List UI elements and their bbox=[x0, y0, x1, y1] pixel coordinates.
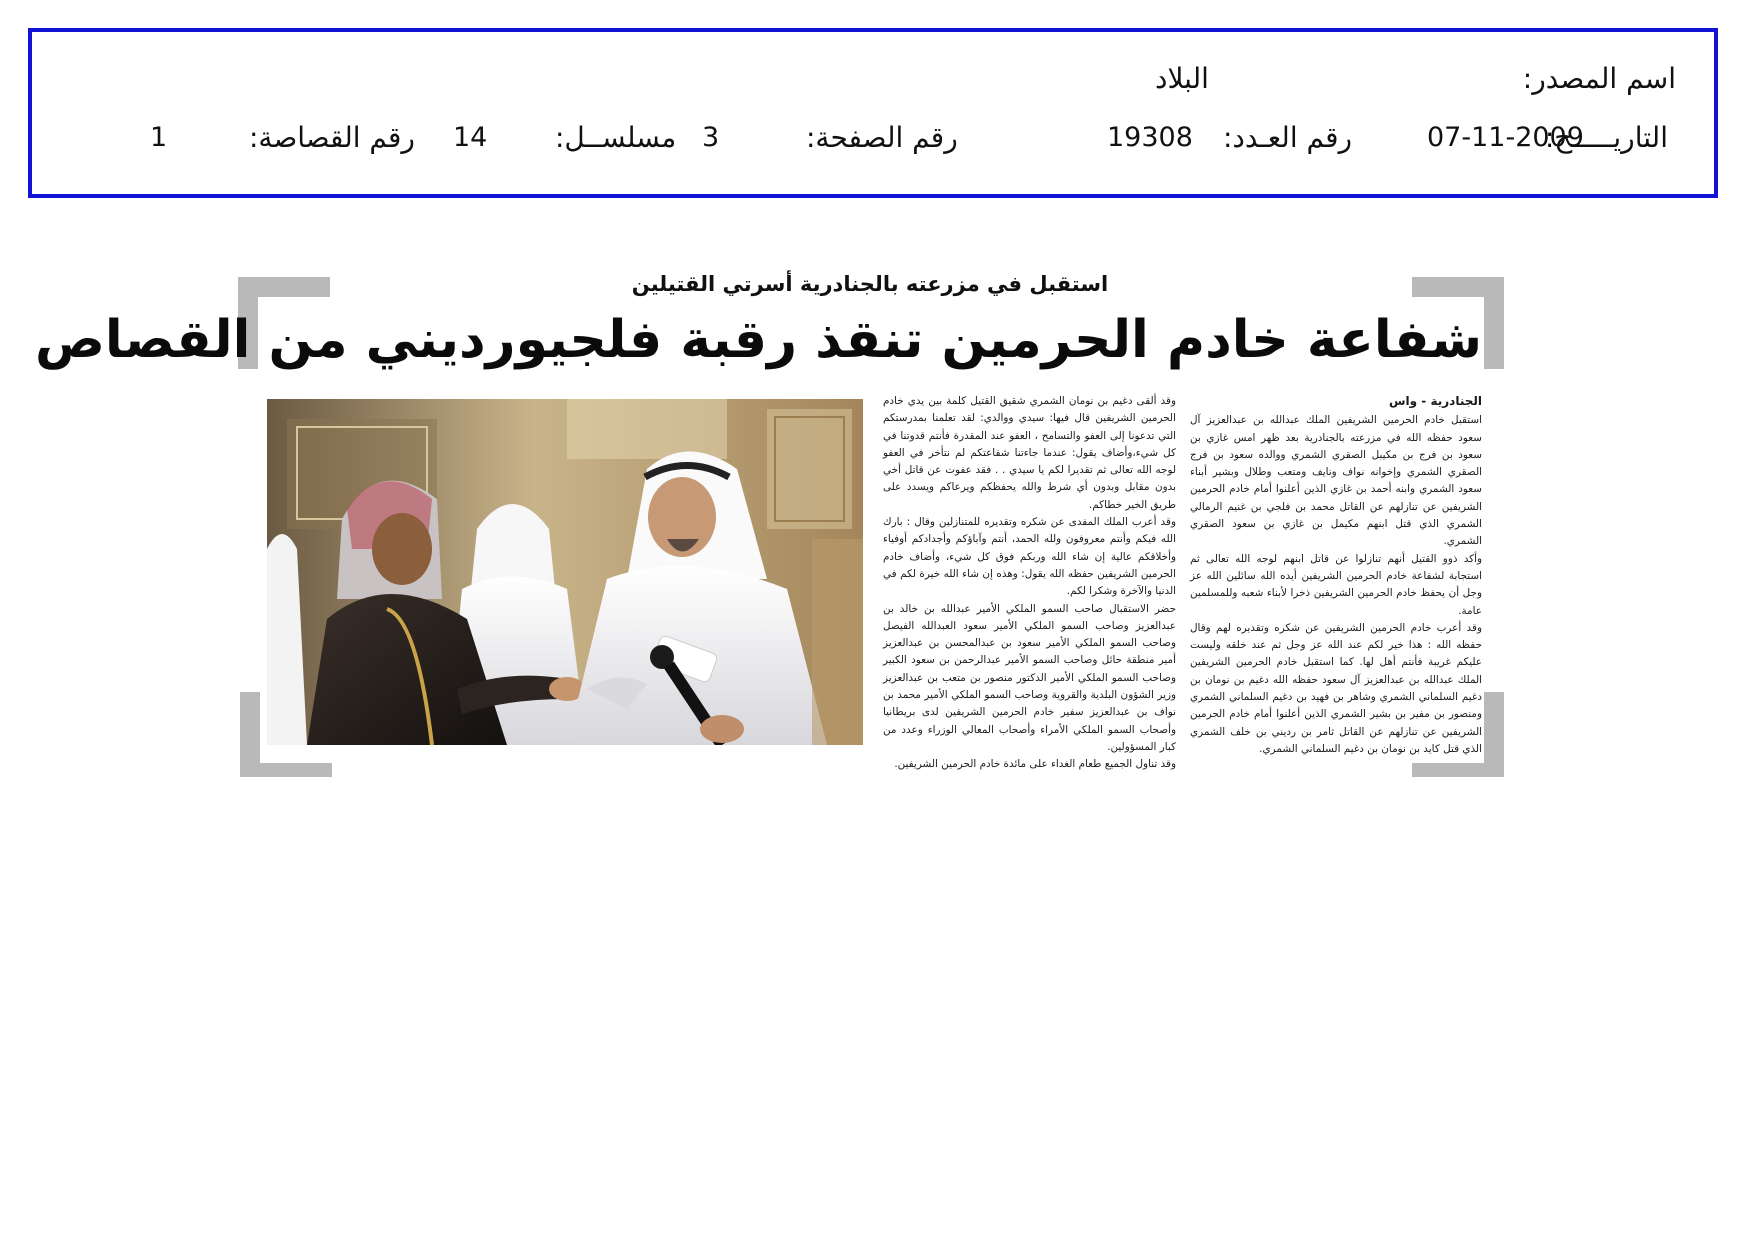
article-paragraph: وقد أعرب خادم الحرمين الشريفين عن شكره وتقديره لهم وقال حفظه الله : هذا خير لكم عند الله عز وجل ثم عند خلقه وليست عليكم غريبة فأنتم أهل لها. كما استقبل خادم الحرمين الشريفين الملك عبدالله بن عبدالعزيز آل سعود حفظه الله دغيم بن نومان بن دغيم السلماني الشمري وشاهر بن فهيد بن دغيم السلماني الشمري ومنصور بن مفير بن بشير الشمري الذين أعلنوا أمام خادم الحرمين الشريفين عن تنازلهم عن القاتل ثامر بن رديني بن خلف الشمري الذي قتل كايد بن نومان بن دغيم السلماني الشمري. bbox=[1190, 621, 1482, 755]
article-kicker: استقبل في مزرعته بالجنادرية أسرتي القتيلين bbox=[631, 272, 1109, 296]
photo-illustration bbox=[267, 399, 863, 745]
page-value: 3 bbox=[702, 122, 720, 153]
article-paragraph: وأكد ذوو القتيل أنهم تنازلوا عن قاتل ابنهم لوجه الله تعالى ثم استجابة لشفاعة خادم الحرمين الشريفين أيده الله سائلين الله عز وجل أن يحفظ خادم الحرمين الشريفين ذخرا لأبناء شعبه وللمسلمين عامة. bbox=[1190, 552, 1482, 617]
date-label: التاريـــــخ: bbox=[1544, 121, 1668, 154]
clip-number-label: رقم القصاصة: bbox=[249, 121, 415, 154]
page-label: رقم الصفحة: bbox=[806, 121, 958, 154]
article-headline: شفاعة خادم الحرمين تنقذ رقبة فلجيورديني من القصاص bbox=[34, 310, 1482, 370]
article-column-middle bbox=[883, 393, 1176, 774]
frame-corner-bottom-right-v bbox=[1484, 692, 1504, 777]
source-label: اسم المصدر: bbox=[1522, 62, 1676, 95]
issue-value: 19308 bbox=[1107, 122, 1193, 153]
news-photo bbox=[267, 399, 863, 745]
clipping-metadata-box bbox=[28, 28, 1718, 198]
issue-label: رقم العـدد: bbox=[1223, 121, 1353, 154]
article-column-right bbox=[1190, 393, 1482, 758]
date-value: 07-11-2009 bbox=[1427, 122, 1584, 153]
article-paragraph: حضر الاستقبال صاحب السمو الملكي الأمير عبدالله بن خالد بن عبدالعزيز وصاحب السمو الملكي الأمير سعود العبدالله الفيصل وصاحب السمو الملكي الأمير سعود بن عبدالمحسن بن عبدالعزيز أمير منطقة حائل وصاحب السمو الأمير عبدالرحمن بن سعود الكبير وصاحب السمو الملكي الأمير الدكتور منصور بن متعب بن عبدالعزيز وزير الشؤون البلدية والقروية وصاحب السمو الملكي الأمير محمد بن نواف بن عبدالعزيز سفير خادم الحرمين الشريفين لدى بريطانيا وأصحاب السمو الملكي الأمراء وأصحاب المعالي الوزراء وعدد من كبار المسؤولين. bbox=[883, 602, 1176, 753]
serial-value: 14 bbox=[453, 122, 488, 153]
frame-corner-top-right-v bbox=[1484, 277, 1504, 369]
frame-corner-bottom-left-v bbox=[240, 692, 260, 777]
article-dateline: الجنادرية - واس bbox=[1389, 394, 1482, 408]
article-paragraph: استقبل خادم الحرمين الشريفين الملك عبدالله بن عبدالعزيز آل سعود حفظه الله في مزرعته بالجنادرية بعد ظهر امس غازي بن سعود بن فرج بن مكيبل الصقري الشمري ووالده سعود بن فرج الصقري الشمري وإخوانه نواف ونايف ومتعب وطلال وبشير أبناء سعود الشمري وابنه أحمد بن غازي الذين أعلنوا أمام خادم الحرمين الشريفين عن تنازلهم عن القاتل محمد بن فلجي بن غنيم الرمالي الشمري الذي قتل ابنهم مكيمل بن غازي بن سعود الصقري الشمري. bbox=[1190, 414, 1482, 548]
article-paragraph: وقد ألقى دغيم بن نومان الشمري شقيق القتيل كلمة بين يدي خادم الحرمين الشريفين قال فيها: سيدي ووالدي: لقد تعلمنا بمدرستكم التي تدعونا إلى العفو والتسامح ، العفو عند المقدرة فأنتم قدوتنا في كل شيء،وأضاف يقول: عندما جاءتنا شفاعتكم لم نتأخر في العفو لوجه الله تعالى ثم تقديرا لكم يا سيدي . . فقد عفوت عن قاتل أخي بدون مقابل وبدون أي شرط والله يحفظكم ويرعاكم ويسدد على طريق الخير خطاكم. bbox=[883, 395, 1176, 511]
article-paragraph: وقد أعرب الملك المفدى عن شكره وتقديره للمتنازلين وقال : بارك الله فيكم وأنتم معروفون ولله الحمد، أنتم وآباؤكم وأجدادكم أوفياء وأخلاقكم عالية إن شاء الله وربكم فوق كل شيء، وأضاف خادم الحرمين الشريفين حفظه الله يقول: وهذه إن شاء الله خيرة لكم في الدنيا والآخرة وشكرا لكم. bbox=[883, 516, 1176, 598]
article-paragraph: وقد تناول الجميع طعام الغداء على مائدة خادم الحرمين الشريفين. bbox=[894, 758, 1176, 771]
clip-number-value: 1 bbox=[150, 122, 168, 153]
serial-label: مسلســل: bbox=[555, 121, 677, 154]
source-value: البلاد bbox=[1155, 62, 1209, 95]
